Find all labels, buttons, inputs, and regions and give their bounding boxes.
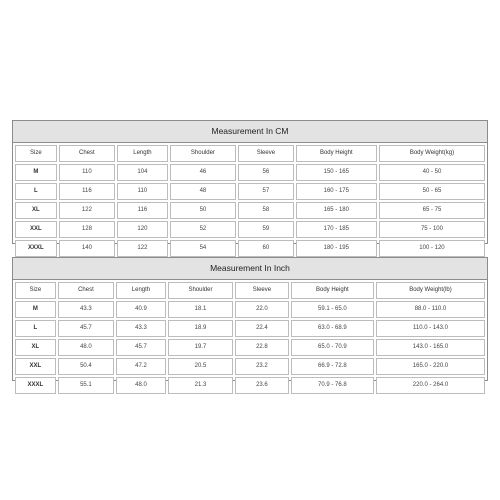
header-cell-length: Length [116, 282, 166, 299]
sleeve-cell: 23.2 [235, 358, 289, 375]
header-cell-body-weight: Body Weight(kg) [379, 145, 485, 162]
body-height-cell: 59.1 - 65.0 [291, 301, 374, 318]
header-cell-size: Size [15, 145, 57, 162]
sleeve-cell: 59 [238, 221, 294, 238]
sleeve-cell: 23.6 [235, 377, 289, 394]
sleeve-cell: 22.8 [235, 339, 289, 356]
header-cell-body-height: Body Height [291, 282, 374, 299]
chest-cell: 128 [59, 221, 116, 238]
table-row [15, 202, 485, 219]
sleeve-cell: 58 [238, 202, 294, 219]
table-row [15, 164, 485, 181]
length-cell: 45.7 [116, 339, 166, 356]
table-grid [13, 280, 487, 394]
body-weight-cell: 165.0 - 220.0 [376, 358, 485, 375]
shoulder-cell: 52 [170, 221, 236, 238]
header-cell-shoulder: Shoulder [170, 145, 236, 162]
header-cell-shoulder: Shoulder [168, 282, 233, 299]
chest-cell: 122 [59, 202, 116, 219]
shoulder-cell: 21.3 [168, 377, 233, 394]
size-table-inch [12, 257, 488, 388]
body-height-cell: 65.0 - 70.9 [291, 339, 374, 356]
chest-cell: 110 [59, 164, 116, 181]
chest-cell: 45.7 [58, 320, 115, 337]
body-weight-cell: 220.0 - 264.0 [376, 377, 485, 394]
body-weight-cell: 100 - 120 [379, 240, 485, 257]
size-table-cm [12, 120, 488, 251]
chest-cell: 116 [59, 183, 116, 200]
table-row [15, 339, 485, 356]
table-row [15, 221, 485, 238]
sleeve-cell: 56 [238, 164, 294, 181]
body-weight-cell: 143.0 - 165.0 [376, 339, 485, 356]
table-title: Measurement In Inch [13, 258, 487, 280]
size-cell: XXXL [15, 377, 56, 394]
length-cell: 122 [117, 240, 168, 257]
length-cell: 116 [117, 202, 168, 219]
shoulder-cell: 50 [170, 202, 236, 219]
header-cell-chest: Chest [59, 145, 116, 162]
length-cell: 104 [117, 164, 168, 181]
header-cell-sleeve: Sleeve [238, 145, 294, 162]
table-row [15, 377, 485, 394]
size-cell: XL [15, 339, 56, 356]
chest-cell: 43.3 [58, 301, 115, 318]
length-cell: 120 [117, 221, 168, 238]
shoulder-cell: 18.1 [168, 301, 233, 318]
header-cell-size: Size [15, 282, 56, 299]
chest-cell: 55.1 [58, 377, 115, 394]
length-cell: 40.9 [116, 301, 166, 318]
body-height-cell: 170 - 185 [296, 221, 377, 238]
body-weight-cell: 88.0 - 110.0 [376, 301, 485, 318]
body-weight-cell: 65 - 75 [379, 202, 485, 219]
table-row [15, 320, 485, 337]
table-title: Measurement In CM [13, 121, 487, 143]
body-height-cell: 70.9 - 76.8 [291, 377, 374, 394]
shoulder-cell: 46 [170, 164, 236, 181]
table-header-row [15, 145, 485, 162]
sleeve-cell: 22.4 [235, 320, 289, 337]
body-height-cell: 63.0 - 68.9 [291, 320, 374, 337]
header-cell-body-height: Body Height [296, 145, 377, 162]
table-grid [13, 143, 487, 257]
length-cell: 110 [117, 183, 168, 200]
shoulder-cell: 18.9 [168, 320, 233, 337]
chest-cell: 48.0 [58, 339, 115, 356]
body-weight-cell: 40 - 50 [379, 164, 485, 181]
body-height-cell: 150 - 165 [296, 164, 377, 181]
table-row [15, 183, 485, 200]
table-header-row [15, 282, 485, 299]
length-cell: 47.2 [116, 358, 166, 375]
table-row [15, 358, 485, 375]
header-cell-chest: Chest [58, 282, 115, 299]
size-cell: L [15, 320, 56, 337]
table-row [15, 301, 485, 318]
chest-cell: 140 [59, 240, 116, 257]
shoulder-cell: 54 [170, 240, 236, 257]
body-weight-cell: 110.0 - 143.0 [376, 320, 485, 337]
size-cell: XXL [15, 358, 56, 375]
shoulder-cell: 48 [170, 183, 236, 200]
size-cell: XL [15, 202, 57, 219]
body-weight-cell: 50 - 65 [379, 183, 485, 200]
body-height-cell: 180 - 195 [296, 240, 377, 257]
header-cell-body-weight: Body Weight(lb) [376, 282, 485, 299]
sleeve-cell: 22.0 [235, 301, 289, 318]
size-cell: M [15, 301, 56, 318]
header-cell-length: Length [117, 145, 168, 162]
size-cell: L [15, 183, 57, 200]
size-cell: XXL [15, 221, 57, 238]
body-weight-cell: 75 - 100 [379, 221, 485, 238]
body-height-cell: 165 - 180 [296, 202, 377, 219]
body-height-cell: 66.9 - 72.8 [291, 358, 374, 375]
size-cell: XXXL [15, 240, 57, 257]
shoulder-cell: 19.7 [168, 339, 233, 356]
table-row [15, 240, 485, 257]
shoulder-cell: 20.5 [168, 358, 233, 375]
chest-cell: 50.4 [58, 358, 115, 375]
length-cell: 43.3 [116, 320, 166, 337]
length-cell: 48.0 [116, 377, 166, 394]
header-cell-sleeve: Sleeve [235, 282, 289, 299]
body-height-cell: 160 - 175 [296, 183, 377, 200]
sleeve-cell: 60 [238, 240, 294, 257]
sleeve-cell: 57 [238, 183, 294, 200]
size-cell: M [15, 164, 57, 181]
